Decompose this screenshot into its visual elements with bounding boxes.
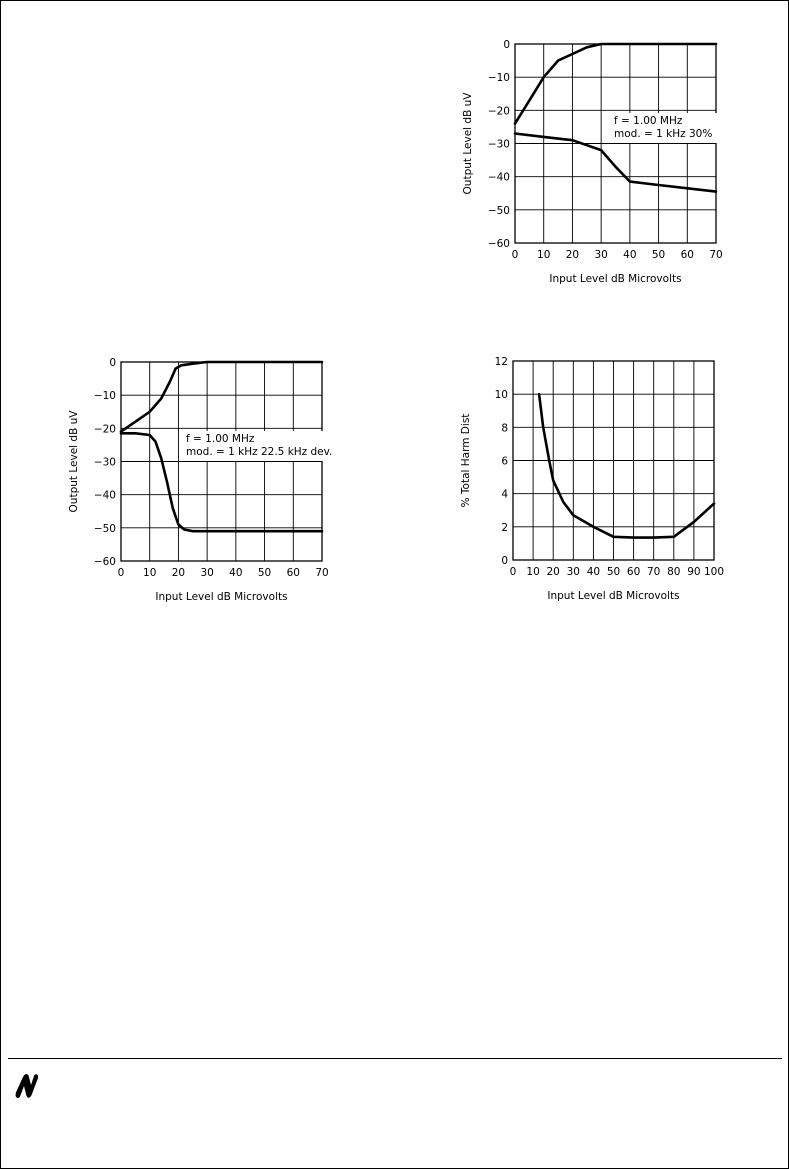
annotation-line: mod. = 1 kHz 30% xyxy=(614,128,713,140)
x-tick-label: 0 xyxy=(511,249,519,261)
y-tick-label: 6 xyxy=(501,455,508,468)
chart-total-harmonic-distortion xyxy=(440,350,740,615)
x-tick-label: 60 xyxy=(626,566,641,578)
chart-fm-output-level xyxy=(46,350,346,615)
x-axis-label: Input Level dB Microvolts xyxy=(549,273,682,285)
y-tick-label: −50 xyxy=(93,522,116,535)
y-tick-label: −20 xyxy=(93,423,116,436)
x-tick-label: 70 xyxy=(647,566,661,578)
y-tick-label: 0 xyxy=(501,555,508,567)
y-tick-label: 8 xyxy=(501,422,508,435)
y-tick-label: 0 xyxy=(109,357,116,369)
x-tick-label: 10 xyxy=(526,566,540,578)
y-tick-label: −30 xyxy=(487,138,510,151)
y-tick-label: −30 xyxy=(93,456,116,469)
x-tick-label: 30 xyxy=(566,566,580,578)
annotation-line: f = 1.00 MHz xyxy=(186,433,255,445)
y-tick-label: −40 xyxy=(487,171,510,184)
x-tick-label: 70 xyxy=(709,249,723,261)
x-tick-label: 60 xyxy=(680,249,694,261)
x-tick-label: 20 xyxy=(546,566,560,578)
x-axis-label: Input Level dB Microvolts xyxy=(155,591,288,603)
x-tick-label: 100 xyxy=(703,566,725,578)
x-tick-label: 0 xyxy=(509,566,517,578)
x-tick-label: 50 xyxy=(257,567,272,579)
y-tick-label: −40 xyxy=(93,489,116,502)
x-tick-label: 50 xyxy=(651,249,666,261)
y-tick-label: 2 xyxy=(501,521,508,534)
x-tick-label: 90 xyxy=(687,566,701,578)
y-tick-label: −50 xyxy=(487,204,510,217)
x-tick-label: 20 xyxy=(171,567,186,579)
x-tick-label: 10 xyxy=(537,249,551,261)
x-tick-label: 10 xyxy=(143,567,157,579)
footer-rule xyxy=(8,1058,782,1059)
company-logo xyxy=(14,1072,40,1100)
y-axis-label: Output Level dB uV xyxy=(68,410,80,513)
y-tick-label: 12 xyxy=(494,356,508,368)
y-tick-label: 10 xyxy=(494,389,508,402)
x-tick-label: 20 xyxy=(565,249,580,261)
y-tick-label: −10 xyxy=(93,390,116,403)
y-axis-label: Output Level dB uV xyxy=(462,92,474,195)
y-tick-label: 0 xyxy=(503,39,510,51)
y-axis-label: % Total Harm Dist xyxy=(460,413,472,508)
annotation-line: f = 1.00 MHz xyxy=(614,115,683,127)
x-axis-label: Input Level dB Microvolts xyxy=(547,590,680,602)
x-tick-label: 40 xyxy=(586,566,601,578)
x-tick-label: 80 xyxy=(667,566,681,578)
x-tick-label: 70 xyxy=(315,567,329,579)
annotation-line: mod. = 1 kHz 22.5 kHz dev. xyxy=(186,446,333,458)
series-line-1 xyxy=(515,44,716,124)
x-tick-label: 30 xyxy=(594,249,608,261)
x-tick-label: 0 xyxy=(117,567,125,579)
y-tick-label: −60 xyxy=(487,238,510,250)
chart-am-output-level xyxy=(440,30,740,295)
x-tick-label: 40 xyxy=(229,567,243,579)
series-line-1 xyxy=(539,394,714,537)
x-tick-label: 50 xyxy=(606,566,621,578)
x-tick-label: 30 xyxy=(200,567,214,579)
y-tick-label: 4 xyxy=(501,488,508,501)
y-tick-label: −60 xyxy=(93,556,116,568)
x-tick-label: 60 xyxy=(286,567,300,579)
x-tick-label: 40 xyxy=(623,249,637,261)
y-tick-label: −20 xyxy=(487,105,510,118)
series-line-1 xyxy=(121,362,322,432)
y-tick-label: −10 xyxy=(487,72,510,85)
